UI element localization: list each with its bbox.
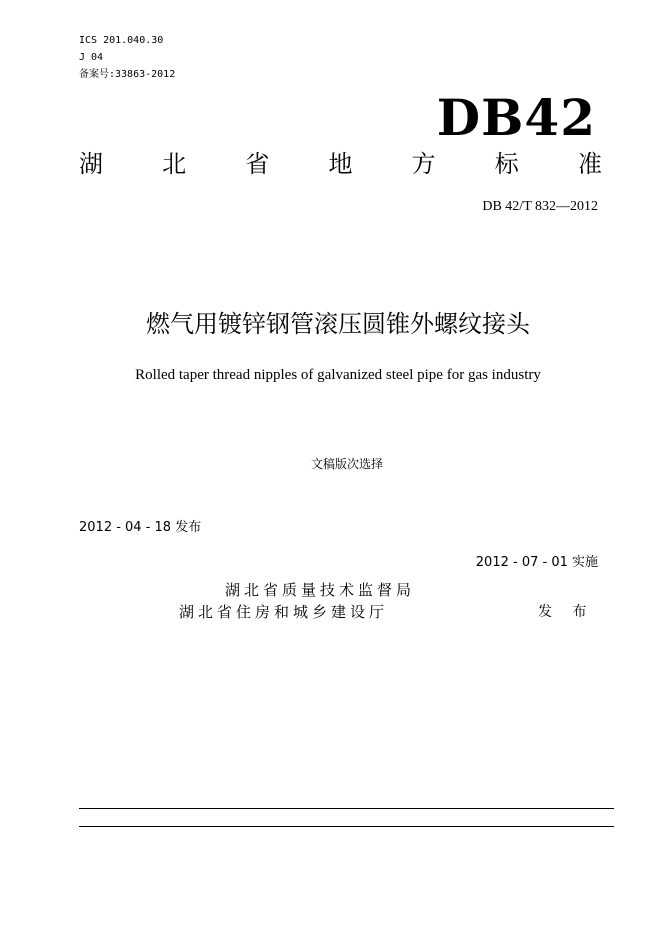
standard-type-char: 湖 — [79, 150, 103, 178]
document-title-chinese: 燃气用镀锌钢管滚压圆锥外螺纹接头 — [146, 310, 530, 338]
release-date: 2012 - 04 - 18 发布 — [79, 520, 202, 535]
standard-type-char: 省 — [245, 150, 270, 178]
ics-code: ICS 201.040.30 — [79, 35, 164, 46]
standard-type-char: 标 — [494, 150, 519, 178]
issuer-org-housing-department: 湖北省住房和城乡建设厅 — [179, 603, 389, 621]
document-title-english: Rolled taper thread nipples of galvanized steel pipe for gas industry — [135, 367, 541, 383]
issuer-org-quality-bureau: 湖北省质量技术监督局 — [225, 581, 416, 599]
standard-type-char: 地 — [328, 150, 353, 178]
standard-code-logo: DB42 — [436, 88, 596, 147]
publish-label: 发 布 — [538, 604, 595, 620]
standard-type-char: 准 — [577, 150, 602, 178]
draft-version-select[interactable]: 文稿版次选择 — [310, 457, 383, 471]
footer-divider-bottom — [79, 826, 614, 827]
filing-number: 备案号:33863-2012 — [79, 69, 176, 80]
standard-number: DB 42/T 832—2012 — [482, 199, 598, 214]
standard-type-char: 方 — [411, 150, 436, 178]
classification-code: J 04 — [79, 52, 104, 63]
footer-divider-top — [79, 808, 614, 809]
standard-type-char: 北 — [162, 150, 187, 178]
standard-type-heading — [79, 148, 602, 180]
implementation-date: 2012 - 07 - 01 实施 — [475, 555, 598, 570]
